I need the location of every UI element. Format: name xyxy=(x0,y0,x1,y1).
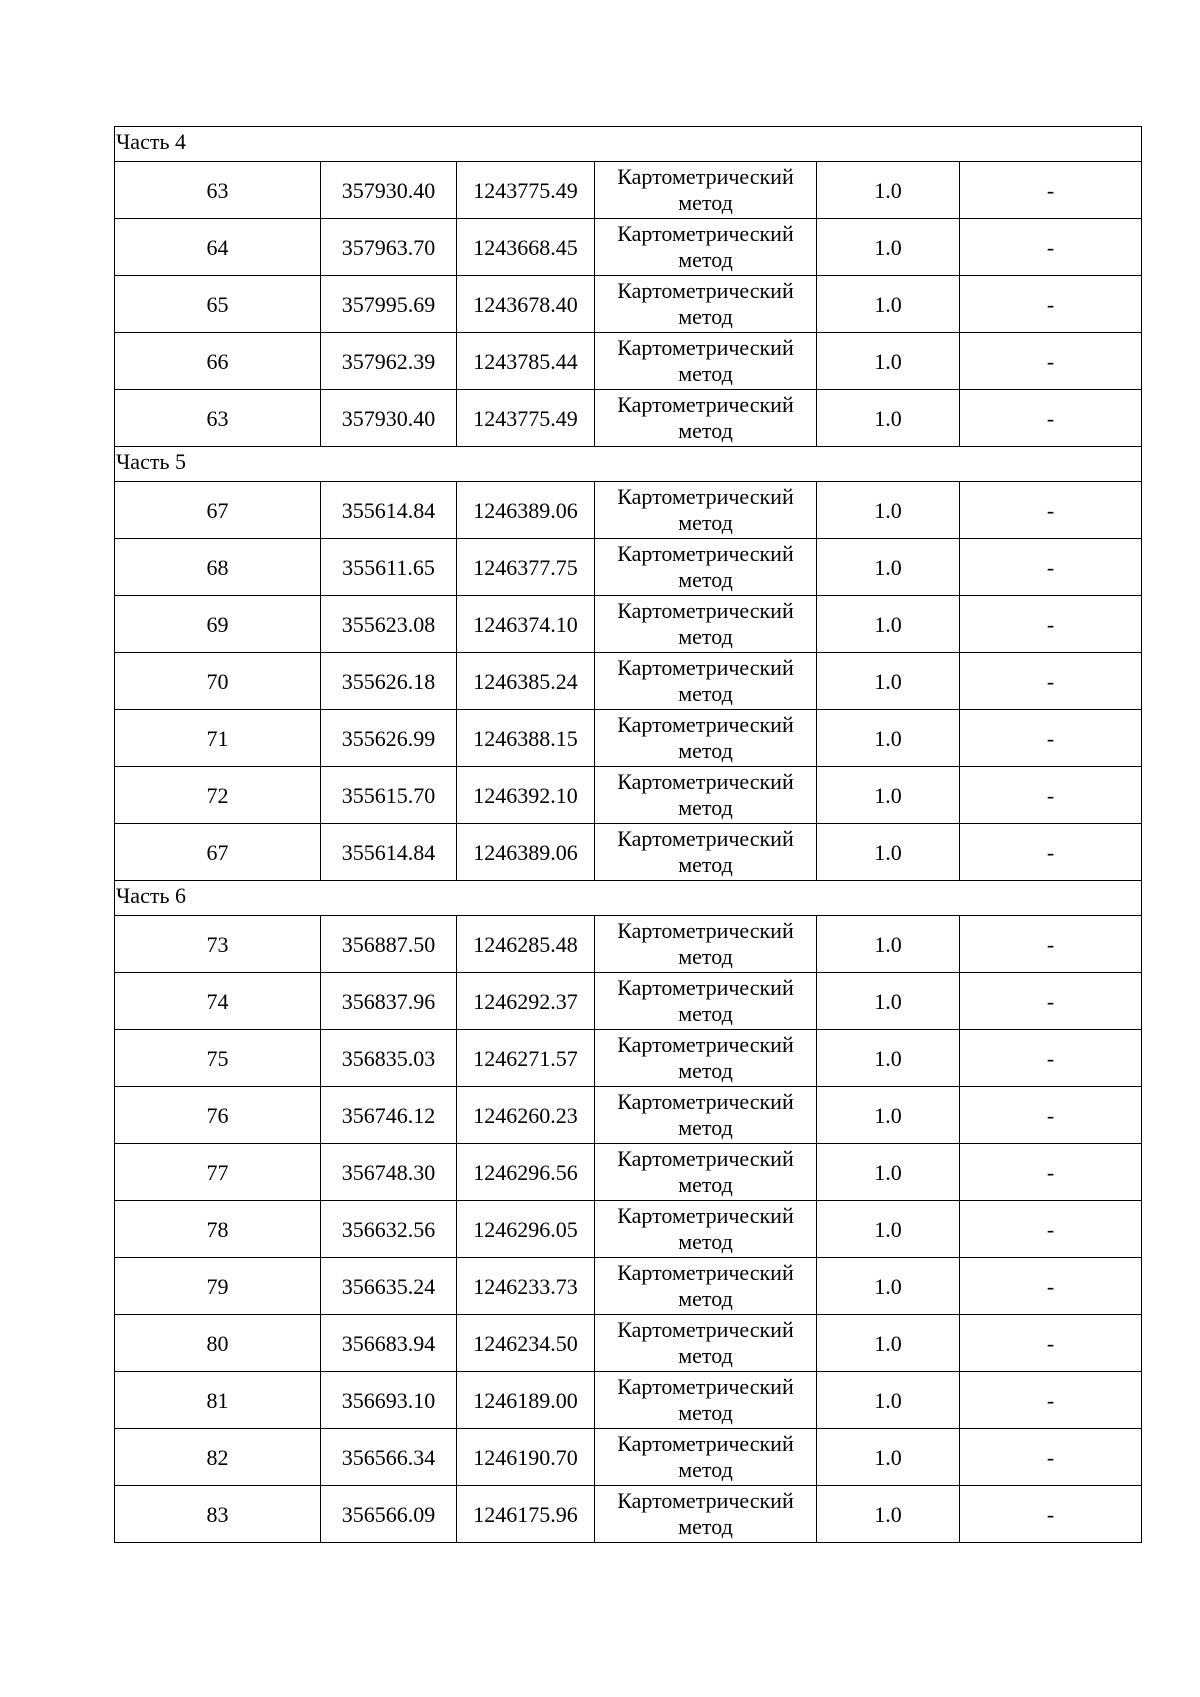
table-row xyxy=(115,1372,1142,1429)
note-value: - xyxy=(960,1315,1142,1372)
method-line-2: метод xyxy=(678,303,733,329)
method-line-1: Картометрический xyxy=(617,1316,794,1342)
note-value: - xyxy=(960,1429,1142,1486)
method-line-1: Картометрический xyxy=(617,654,794,680)
method-line-1: Картометрический xyxy=(617,1202,794,1228)
method-cell xyxy=(595,1144,817,1201)
coordinate-x: 356693.10 xyxy=(321,1372,457,1429)
accuracy-value: 1.0 xyxy=(817,596,960,653)
method-line-2: метод xyxy=(678,1285,733,1311)
point-number: 68 xyxy=(115,539,321,596)
point-number: 75 xyxy=(115,1030,321,1087)
table-row xyxy=(115,390,1142,447)
section-title: Часть 5 xyxy=(115,447,1142,482)
point-number: 65 xyxy=(115,276,321,333)
method-cell xyxy=(595,482,817,539)
method-line-1: Картометрический xyxy=(617,917,794,943)
coordinate-x: 356635.24 xyxy=(321,1258,457,1315)
method-line-1: Картометрический xyxy=(617,768,794,794)
coordinate-x: 356837.96 xyxy=(321,973,457,1030)
point-number: 83 xyxy=(115,1486,321,1543)
coordinate-y: 1246189.00 xyxy=(457,1372,595,1429)
coordinate-x: 357930.40 xyxy=(321,162,457,219)
table-row xyxy=(115,767,1142,824)
accuracy-value: 1.0 xyxy=(817,1486,960,1543)
coordinate-x: 355614.84 xyxy=(321,824,457,881)
method-cell xyxy=(595,1201,817,1258)
note-value: - xyxy=(960,539,1142,596)
coordinates-table-body xyxy=(115,127,1142,1543)
accuracy-value: 1.0 xyxy=(817,1201,960,1258)
table-row xyxy=(115,1144,1142,1201)
note-value: - xyxy=(960,653,1142,710)
method-line-1: Картометрический xyxy=(617,974,794,1000)
table-row xyxy=(115,596,1142,653)
note-value: - xyxy=(960,916,1142,973)
note-value: - xyxy=(960,596,1142,653)
coordinate-x: 356887.50 xyxy=(321,916,457,973)
method-cell xyxy=(595,767,817,824)
method-line-1: Картометрический xyxy=(617,334,794,360)
method-cell xyxy=(595,1030,817,1087)
method-line-2: метод xyxy=(678,623,733,649)
coordinate-y: 1246392.10 xyxy=(457,767,595,824)
coordinate-x: 355614.84 xyxy=(321,482,457,539)
method-line-2: метод xyxy=(678,189,733,215)
coordinate-y: 1243785.44 xyxy=(457,333,595,390)
section-header-row xyxy=(115,447,1142,482)
accuracy-value: 1.0 xyxy=(817,276,960,333)
accuracy-value: 1.0 xyxy=(817,1087,960,1144)
note-value: - xyxy=(960,390,1142,447)
method-line-2: метод xyxy=(678,417,733,443)
coordinate-y: 1246292.37 xyxy=(457,973,595,1030)
note-value: - xyxy=(960,276,1142,333)
coordinate-y: 1246260.23 xyxy=(457,1087,595,1144)
table-row xyxy=(115,276,1142,333)
method-line-1: Картометрический xyxy=(617,711,794,737)
coordinate-y: 1246233.73 xyxy=(457,1258,595,1315)
method-line-1: Картометрический xyxy=(617,220,794,246)
accuracy-value: 1.0 xyxy=(817,710,960,767)
coordinate-x: 357962.39 xyxy=(321,333,457,390)
point-number: 76 xyxy=(115,1087,321,1144)
method-line-2: метод xyxy=(678,1342,733,1368)
point-number: 67 xyxy=(115,824,321,881)
point-number: 71 xyxy=(115,710,321,767)
coordinate-x: 356835.03 xyxy=(321,1030,457,1087)
table-row xyxy=(115,1201,1142,1258)
table-row xyxy=(115,333,1142,390)
coordinate-y: 1243775.49 xyxy=(457,162,595,219)
table-row xyxy=(115,1087,1142,1144)
coordinate-x: 355626.99 xyxy=(321,710,457,767)
table-row xyxy=(115,710,1142,767)
method-line-1: Картометрический xyxy=(617,540,794,566)
table-row xyxy=(115,1486,1142,1543)
table-row xyxy=(115,973,1142,1030)
accuracy-value: 1.0 xyxy=(817,219,960,276)
accuracy-value: 1.0 xyxy=(817,653,960,710)
note-value: - xyxy=(960,219,1142,276)
coordinate-y: 1246374.10 xyxy=(457,596,595,653)
coordinate-x: 356683.94 xyxy=(321,1315,457,1372)
section-header-row xyxy=(115,127,1142,162)
method-cell xyxy=(595,653,817,710)
method-line-2: метод xyxy=(678,737,733,763)
method-cell xyxy=(595,1315,817,1372)
point-number: 66 xyxy=(115,333,321,390)
table-row xyxy=(115,219,1142,276)
method-line-2: метод xyxy=(678,246,733,272)
section-title: Часть 4 xyxy=(115,127,1142,162)
accuracy-value: 1.0 xyxy=(817,916,960,973)
note-value: - xyxy=(960,710,1142,767)
coordinate-y: 1246234.50 xyxy=(457,1315,595,1372)
accuracy-value: 1.0 xyxy=(817,482,960,539)
section-title: Часть 6 xyxy=(115,881,1142,916)
coordinate-y: 1246271.57 xyxy=(457,1030,595,1087)
accuracy-value: 1.0 xyxy=(817,1030,960,1087)
table-row xyxy=(115,482,1142,539)
accuracy-value: 1.0 xyxy=(817,1144,960,1201)
method-cell xyxy=(595,1258,817,1315)
method-line-1: Картометрический xyxy=(617,1487,794,1513)
method-line-1: Картометрический xyxy=(617,391,794,417)
method-line-1: Картометрический xyxy=(617,1259,794,1285)
coordinate-y: 1246377.75 xyxy=(457,539,595,596)
method-line-2: метод xyxy=(678,1171,733,1197)
note-value: - xyxy=(960,1201,1142,1258)
table-row xyxy=(115,539,1142,596)
note-value: - xyxy=(960,1258,1142,1315)
point-number: 73 xyxy=(115,916,321,973)
method-line-2: метод xyxy=(678,1399,733,1425)
method-cell xyxy=(595,333,817,390)
method-cell xyxy=(595,1087,817,1144)
coordinate-y: 1246389.06 xyxy=(457,824,595,881)
coordinate-x: 355623.08 xyxy=(321,596,457,653)
method-cell xyxy=(595,824,817,881)
method-line-2: метод xyxy=(678,943,733,969)
table-row xyxy=(115,1429,1142,1486)
coordinate-y: 1243668.45 xyxy=(457,219,595,276)
table-row xyxy=(115,162,1142,219)
method-line-1: Картометрический xyxy=(617,1373,794,1399)
method-line-2: метод xyxy=(678,1456,733,1482)
section-header-row xyxy=(115,881,1142,916)
point-number: 81 xyxy=(115,1372,321,1429)
table-row xyxy=(115,1030,1142,1087)
method-cell xyxy=(595,1429,817,1486)
method-cell xyxy=(595,973,817,1030)
accuracy-value: 1.0 xyxy=(817,162,960,219)
point-number: 77 xyxy=(115,1144,321,1201)
method-line-1: Картометрический xyxy=(617,597,794,623)
method-line-2: метод xyxy=(678,1000,733,1026)
note-value: - xyxy=(960,333,1142,390)
method-cell xyxy=(595,162,817,219)
coordinate-y: 1246296.56 xyxy=(457,1144,595,1201)
table-row xyxy=(115,653,1142,710)
point-number: 82 xyxy=(115,1429,321,1486)
method-line-2: метод xyxy=(678,1513,733,1539)
coordinate-y: 1246285.48 xyxy=(457,916,595,973)
method-cell xyxy=(595,916,817,973)
method-line-2: метод xyxy=(678,360,733,386)
method-line-2: метод xyxy=(678,509,733,535)
table-row xyxy=(115,916,1142,973)
coordinate-x: 357930.40 xyxy=(321,390,457,447)
coordinate-x: 357995.69 xyxy=(321,276,457,333)
method-cell xyxy=(595,1372,817,1429)
method-line-2: метод xyxy=(678,680,733,706)
accuracy-value: 1.0 xyxy=(817,1258,960,1315)
point-number: 74 xyxy=(115,973,321,1030)
note-value: - xyxy=(960,973,1142,1030)
note-value: - xyxy=(960,1486,1142,1543)
accuracy-value: 1.0 xyxy=(817,767,960,824)
point-number: 63 xyxy=(115,390,321,447)
accuracy-value: 1.0 xyxy=(817,1429,960,1486)
point-number: 67 xyxy=(115,482,321,539)
point-number: 69 xyxy=(115,596,321,653)
method-line-1: Картометрический xyxy=(617,163,794,189)
coordinate-y: 1246296.05 xyxy=(457,1201,595,1258)
method-cell xyxy=(595,390,817,447)
note-value: - xyxy=(960,482,1142,539)
note-value: - xyxy=(960,1372,1142,1429)
coordinates-table xyxy=(114,126,1142,1543)
point-number: 78 xyxy=(115,1201,321,1258)
accuracy-value: 1.0 xyxy=(817,539,960,596)
method-line-1: Картометрический xyxy=(617,1145,794,1171)
table-row xyxy=(115,1258,1142,1315)
coordinate-y: 1246190.70 xyxy=(457,1429,595,1486)
coordinate-y: 1246385.24 xyxy=(457,653,595,710)
accuracy-value: 1.0 xyxy=(817,390,960,447)
coordinate-y: 1243678.40 xyxy=(457,276,595,333)
point-number: 64 xyxy=(115,219,321,276)
coordinate-x: 356632.56 xyxy=(321,1201,457,1258)
table-row xyxy=(115,824,1142,881)
method-line-2: метод xyxy=(678,794,733,820)
coordinate-y: 1246388.15 xyxy=(457,710,595,767)
coordinate-x: 356566.34 xyxy=(321,1429,457,1486)
method-line-1: Картометрический xyxy=(617,825,794,851)
coordinate-y: 1246389.06 xyxy=(457,482,595,539)
coordinate-x: 357963.70 xyxy=(321,219,457,276)
table-row xyxy=(115,1315,1142,1372)
point-number: 80 xyxy=(115,1315,321,1372)
method-line-1: Картометрический xyxy=(617,1031,794,1057)
note-value: - xyxy=(960,1030,1142,1087)
point-number: 63 xyxy=(115,162,321,219)
coordinate-x: 356746.12 xyxy=(321,1087,457,1144)
method-line-1: Картометрический xyxy=(617,277,794,303)
method-cell xyxy=(595,276,817,333)
point-number: 79 xyxy=(115,1258,321,1315)
note-value: - xyxy=(960,1144,1142,1201)
method-cell xyxy=(595,539,817,596)
accuracy-value: 1.0 xyxy=(817,824,960,881)
coordinate-x: 355615.70 xyxy=(321,767,457,824)
method-cell xyxy=(595,1486,817,1543)
accuracy-value: 1.0 xyxy=(817,333,960,390)
method-cell xyxy=(595,219,817,276)
point-number: 70 xyxy=(115,653,321,710)
coordinate-x: 356566.09 xyxy=(321,1486,457,1543)
method-line-1: Картометрический xyxy=(617,1430,794,1456)
method-line-2: метод xyxy=(678,1228,733,1254)
note-value: - xyxy=(960,767,1142,824)
method-cell xyxy=(595,596,817,653)
accuracy-value: 1.0 xyxy=(817,973,960,1030)
coordinate-y: 1243775.49 xyxy=(457,390,595,447)
method-cell xyxy=(595,710,817,767)
coordinate-x: 355611.65 xyxy=(321,539,457,596)
method-line-2: метод xyxy=(678,1057,733,1083)
coordinate-x: 356748.30 xyxy=(321,1144,457,1201)
note-value: - xyxy=(960,162,1142,219)
method-line-1: Картометрический xyxy=(617,1088,794,1114)
note-value: - xyxy=(960,824,1142,881)
point-number: 72 xyxy=(115,767,321,824)
accuracy-value: 1.0 xyxy=(817,1372,960,1429)
coordinate-x: 355626.18 xyxy=(321,653,457,710)
note-value: - xyxy=(960,1087,1142,1144)
method-line-2: метод xyxy=(678,1114,733,1140)
method-line-2: метод xyxy=(678,851,733,877)
accuracy-value: 1.0 xyxy=(817,1315,960,1372)
method-line-1: Картометрический xyxy=(617,483,794,509)
method-line-2: метод xyxy=(678,566,733,592)
coordinate-y: 1246175.96 xyxy=(457,1486,595,1543)
